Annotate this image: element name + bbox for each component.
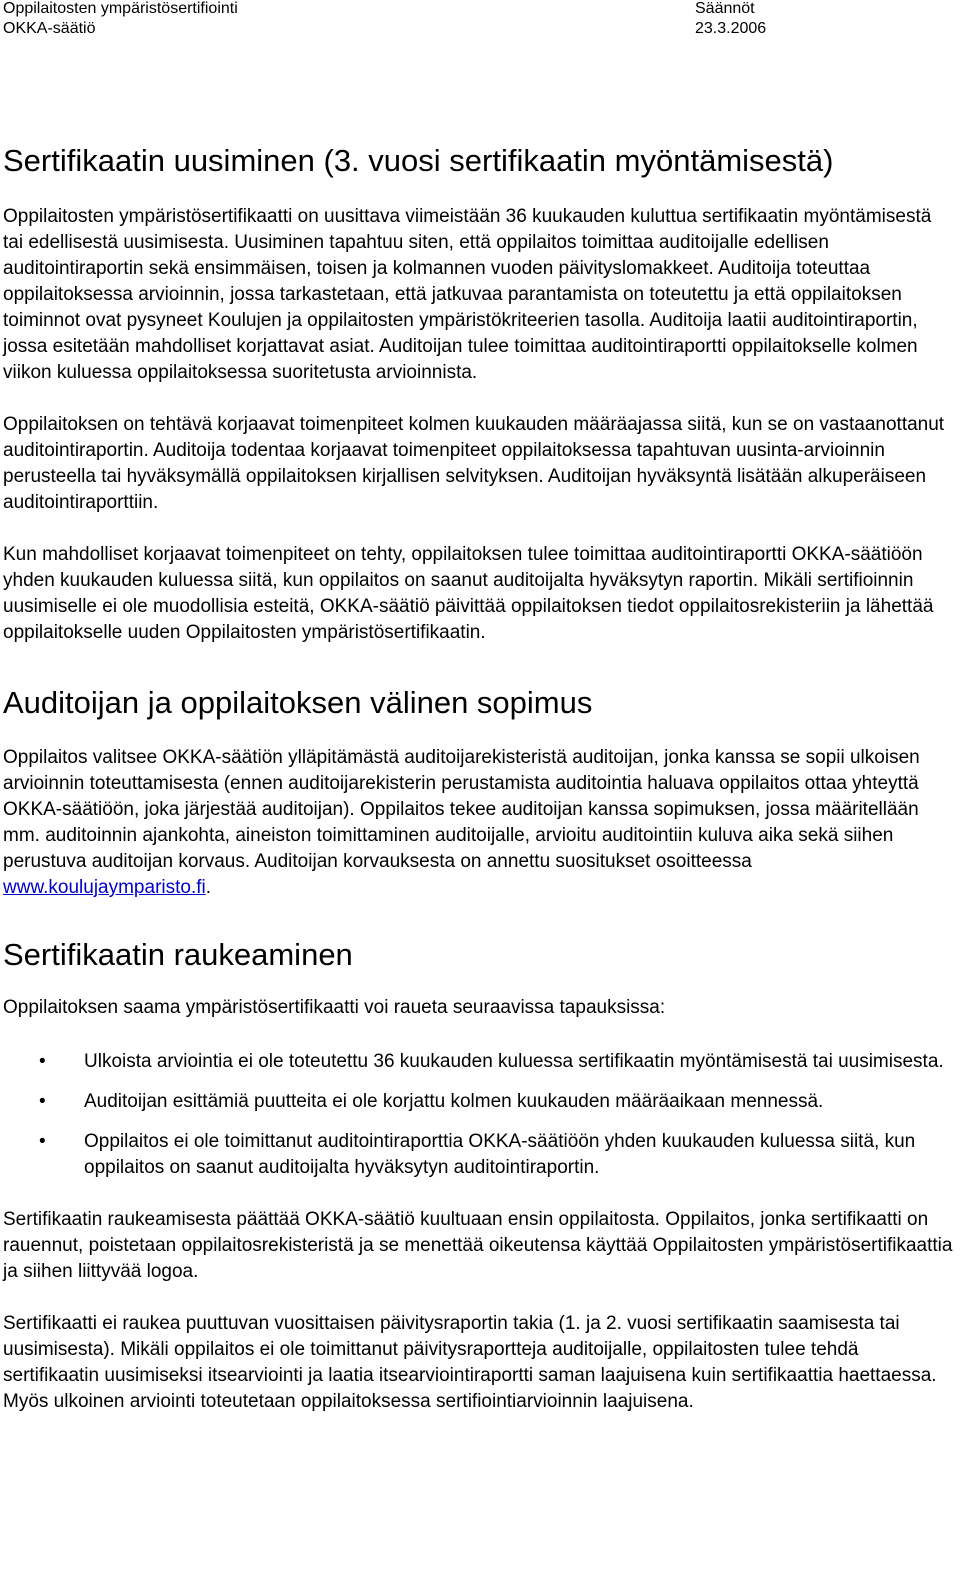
paragraph-renewal-3: Kun mahdolliset korjaavat toimenpiteet on tehty, oppilaitoksen tulee toimittaa auditointiraportti OKKA-säätiöön yhden kuukauden kuluessa siitä, kun oppilaitos on saanut auditoijalta hyväksytyn raportin. Mikäli sertifioinnin uusimiselle ei ole muodollisia esteitä, OKKA-säätiö päivittää oppilaitoksen tiedot oppilaitosrekisteriin ja lähettää oppilaitokselle uuden Oppilaitosten ympäristösertifikaatin. [3,544,934,643]
section-heading-renewal: Sertifikaatin uusiminen (3. vuosi sertifikaatin myöntämisestä) [3,143,834,178]
header-date: 23.3.2006 [695,20,767,37]
header-doc-type: Säännöt [695,0,755,17]
header-org: OKKA-säätiö [3,20,96,37]
expiry-conditions-list [3,1049,955,1181]
list-item-text: Oppilaitos ei ole toimittanut auditointiraporttia OKKA-säätiöön yhden kuukauden kuluessa siitä, kun oppilaitos on saanut auditoijalta hyväksytyn auditointiraportin. [84,1131,916,1178]
list-item-text: Auditoijan esittämiä puutteita ei ole korjattu kolmen kuukauden määräaikaan mennessä. [84,1091,824,1112]
list-item [3,1129,955,1181]
section-heading-expiry: Sertifikaatin raukeaminen [3,937,353,972]
paragraph-expiry-2: Sertifikaatin raukeamisesta päättää OKKA-säätiö kuultuaan ensin oppilaitosta. Oppilaitos, jonka sertifikaatti on rauennut, poistetaan oppilaitosrekisteristä ja se menettää oikeutensa käyttää Oppilaitosten ympäristösertifikaattia ja siihen liittyvää logoa. [3,1209,953,1282]
section-heading-agreement: Auditoijan ja oppilaitoksen välinen sopimus [3,685,593,720]
header-title: Oppilaitosten ympäristösertifiointi [3,0,238,17]
paragraph-renewal-2: Oppilaitoksen on tehtävä korjaavat toimenpiteet kolmen kuukauden määräajassa siitä, kun se on vastaanottanut auditointiraportin. Auditoija todentaa korjaavat toimenpiteet oppilaitoksessa tapahtuvan uusinta-arvioinnin perusteella tai hyväksymällä oppilaitoksen kirjallisen selvityksen. Auditoijan hyväksyntä lisätään alkuperäiseen auditointiraporttiin. [3,414,945,513]
list-item-text: Ulkoista arviointia ei ole toteutettu 36 kuukauden kuluessa sertifikaatin myöntämisestä tai uusimisesta. [84,1051,944,1072]
koulujaymparisto-link[interactable]: www.koulujaymparisto.fi [3,877,206,898]
list-item [3,1049,955,1075]
paragraph-expiry-intro: Oppilaitoksen saama ympäristösertifikaatti voi raueta seuraavissa tapauksissa: [3,997,666,1018]
bullet-icon: • [39,1091,46,1112]
paragraph-agreement-text: Oppilaitos valitsee OKKA-säätiön ylläpitämästä auditoijarekisteristä auditoijan, jonka kanssa se sopii ulkoisen arvioinnin toteuttamisesta (ennen auditoijarekisterin perustamista auditointia haluava oppilaitos ottaa yhteyttä OKKA-säätiöön, joka järjestää auditoijan). Oppilaitos tekee auditoijan kanssa sopimuksen, jossa määritellään mm. auditoinnin ajankohta, aineiston toimittaminen auditoijalle, arvioitu auditointiin kuluva aika sekä siihen perustuva auditoijan korvaus. Auditoijan korvauksesta on annettu suositukset osoitteessa [3,747,920,872]
bullet-icon: • [39,1131,46,1152]
paragraph-agreement [3,745,955,901]
bullet-icon: • [39,1051,46,1072]
paragraph-renewal-1: Oppilaitosten ympäristösertifikaatti on uusittava viimeistään 36 kuukauden kuluttua sertifikaatin myöntämisestä tai edellisestä uusimisesta. Uusiminen tapahtuu siten, että oppilaitos toimittaa auditoijalle edellisen auditointiraportin sekä ensimmäisen, toisen ja kolmannen vuoden päivityslomakkeet. Auditoija toteuttaa oppilaitoksessa arvioinnin, jossa tarkastetaan, että jatkuvaa parantamista on toteutettu ja että oppilaitoksen toiminnot ovat pysyneet Koulujen ja oppilaitosten ympäristökriteerien tasolla. Auditoija laatii auditointiraportin, jossa esitetään mahdolliset korjattavat asiat. Auditoijan tulee toimittaa auditointiraportti oppilaitokselle kolmen viikon kuluessa oppilaitoksessa suoritetusta arvioinnista. [3,206,932,383]
paragraph-expiry-3: Sertifikaatti ei raukea puuttuvan vuosittaisen päivitysraportin takia (1. ja 2. vuosi sertifikaatin saamisesta tai uusimisesta). Mikäli oppilaitos ei ole toimittanut päivitysraportteja auditoijalle, oppilaitosten tulee tehdä sertifikaatin uusimiseksi itsearviointi ja laatia itsearviointiraportti saman laajuisena kuin sertifikaattia haettaessa. Myös ulkoinen arviointi toteutetaan oppilaitoksessa sertifiointiarvioinnin laajuisena. [3,1313,937,1412]
paragraph-agreement-end: . [205,877,212,898]
list-item [3,1089,955,1115]
document-body [3,143,955,1415]
